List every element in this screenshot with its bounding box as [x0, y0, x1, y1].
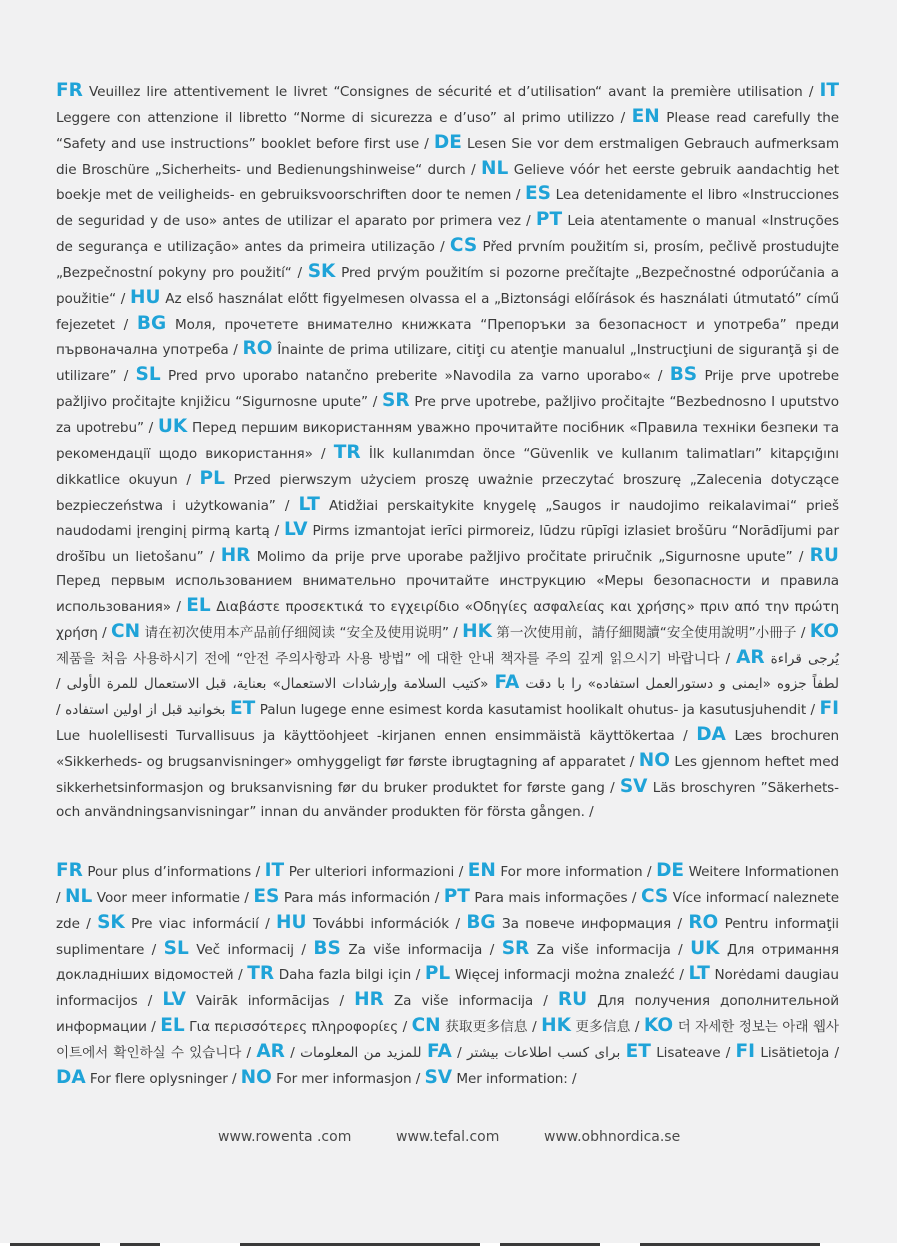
info-text-ko: 더 자세한 정보는 아래 웹사이트에서 확인하실 수 있습니다 /	[56, 1019, 839, 1061]
safety-lang-code-cn: CN	[111, 620, 141, 642]
info-lang-code-sl: SL	[163, 937, 189, 959]
safety-lang-code-ko: KO	[809, 620, 839, 642]
safety-lang-code-ro: RO	[242, 338, 273, 360]
info-text-es: Para más información /	[283, 889, 440, 906]
website-rowenta-link[interactable]: www.rowenta .com	[218, 1129, 352, 1145]
safety-lang-code-nl: NL	[481, 157, 509, 179]
info-text-ar: للمزيد من المعلومات /	[290, 1044, 422, 1061]
info-lang-code-es: ES	[253, 885, 280, 907]
safety-text-hu: Az első használat előtt figyelmesen olvassa el a „Biztonsági előírások és használati útmutató” című fejezetet /	[56, 290, 840, 333]
safety-text-fr: Veuillez lire attentivement le livret “Consignes de sécurité et d’utilisation“ avant la première utilisation /	[89, 84, 814, 100]
safety-text-da: Læs brochuren «Sikkerheds- og brugsanvisninger» omhyggeligt før første ibrugtagning af apparatet /	[56, 728, 839, 770]
safety-lang-code-es: ES	[525, 183, 551, 205]
info-lang-code-ko: KO	[643, 1015, 674, 1037]
info-text-cs: Více informací naleznete zde /	[56, 889, 839, 932]
safety-text-no: Les gjennom heftet med sikkerhetsinformasjon og bruksanvisning før du bruker produktet for første gang /	[56, 753, 839, 796]
safety-text-de: Lesen Sie vor dem erstmaligen Gebrauch aufmerksam die Broschüre „Sicherheits- und Bedienungshinweise“ durch /	[56, 135, 839, 178]
info-lang-code-et: ET	[625, 1040, 651, 1062]
info-text-bg: За повече информация /	[501, 915, 682, 932]
safety-lang-code-tr: TR	[333, 441, 361, 463]
info-text-pl: Więcej informacji można znaleźć /	[454, 967, 684, 984]
safety-lang-code-uk: UK	[157, 415, 188, 437]
safety-instructions-paragraph	[56, 79, 839, 824]
safety-lang-code-ru: RU	[809, 545, 839, 567]
safety-lang-code-de: DE	[433, 131, 462, 153]
info-lang-code-fi: FI	[735, 1040, 756, 1062]
safety-text-hk: 第一次使用前，請仔細閱讀“安全使用說明”小冊子 /	[496, 624, 806, 641]
info-lang-code-tr: TR	[247, 963, 275, 985]
info-text-el: Για περισσότερες πληροφορίες /	[189, 1019, 408, 1036]
safety-lang-code-hr: HR	[220, 545, 251, 567]
safety-lang-code-fa: FA	[494, 672, 520, 694]
info-text-sv: Mer information: /	[456, 1070, 577, 1087]
info-lang-code-bs: BS	[313, 937, 341, 959]
info-text-lv: Vairāk informācijas /	[196, 993, 344, 1010]
info-lang-code-hr: HR	[354, 989, 384, 1011]
safety-text-sv: Läs broschyren ”Säkerhets- och användningsanvisningar” innan du använder produkten för första gången. /	[56, 779, 839, 820]
info-lang-code-en: EN	[467, 860, 496, 881]
info-text-de: Weitere Informationen /	[56, 864, 839, 906]
safety-lang-code-bg: BG	[136, 312, 167, 334]
safety-text-et: Palun lugege enne esimest korda kasutamist hoolikalt ohutus- ja kasutusjuhendit /	[259, 702, 815, 719]
info-text-da: For flere oplysninger /	[89, 1070, 237, 1087]
info-text-cn: 获取更多信息 /	[445, 1019, 537, 1036]
safety-text-fi: Lue huolellisesti Turvallisuus ja käyttöohjeet -kirjanen ennen ensimmäistä käyttökertaa /	[56, 728, 688, 745]
info-lang-code-de: DE	[656, 860, 685, 881]
safety-lang-code-lt: LT	[298, 493, 320, 515]
safety-lang-code-fi: FI	[819, 698, 839, 720]
info-lang-code-pt: PT	[443, 885, 470, 907]
safety-lang-code-el: EL	[186, 594, 211, 616]
safety-lang-code-ar: AR	[736, 646, 765, 668]
safety-lang-code-cs: CS	[449, 235, 478, 257]
safety-text-bs: Prije prve upotrebe pažljivo pročitajte knjižicu “Sigurnosne upute” /	[56, 368, 839, 411]
info-lang-code-ro: RO	[688, 911, 719, 933]
info-text-en: For more information /	[500, 864, 652, 880]
safety-text-sl: Pred prvo uporabo natančno preberite »Navodila za varno uporabo« /	[167, 368, 663, 385]
info-lang-code-nl: NL	[65, 885, 93, 907]
safety-text-lt: Atidžiai perskaitykite knygelę „Saugos ir naudojimo reikalavimai“ prieš naudodami įrenginį pirmą kartą /	[56, 497, 839, 540]
info-lang-code-bg: BG	[466, 911, 496, 933]
safety-text-hr: Molimo da prije prve uporabe pažljivo pročitate priručnik „Sigurnosne upute” /	[256, 549, 804, 566]
safety-text-ar: يُرجى قراءة «كتيب السلامة وإرشادات الاستعمال» بعناية، قبل الاستعمال للمرة الأولى /	[56, 650, 839, 693]
safety-text-fa: لطفاً جزوه «ایمنی و دستورالعمل استفاده» را با دقت بخوانید قبل از اولین استفاده /	[56, 676, 839, 719]
safety-text-ko: 제품을 처음 사용하시기 전에 “안전 주의사항과 사용 방법” 에 대한 안내 책자를 주의 깊게 읽으시기 바랍니다 /	[56, 650, 731, 667]
info-lang-code-ru: RU	[557, 989, 588, 1011]
info-lang-code-lv: LV	[162, 989, 186, 1011]
safety-lang-code-pl: PL	[199, 467, 225, 489]
safety-lang-code-en: EN	[631, 105, 660, 127]
info-lang-code-sv: SV	[424, 1066, 453, 1088]
info-text-ro: Pentru informaţii suplimentare /	[56, 915, 839, 958]
safety-lang-code-fr: FR	[56, 80, 83, 101]
safety-text-cs: Před prvním použitím si, prosím, pečlivě prostudujte „Bezpečnostní pokyny pro použití“ /	[56, 239, 839, 281]
info-text-it: Per ulteriori informazioni /	[288, 864, 464, 880]
info-lang-code-fr: FR	[56, 860, 83, 881]
info-text-fi: Lisätietoja /	[760, 1044, 840, 1061]
info-text-ru: Для получения дополнительной информации /	[56, 993, 839, 1036]
info-lang-code-it: IT	[264, 860, 285, 881]
info-text-nl: Voor meer informatie /	[96, 889, 249, 906]
info-lang-code-lt: LT	[688, 963, 710, 985]
info-lang-code-cn: CN	[411, 1015, 441, 1037]
safety-lang-code-bs: BS	[669, 364, 698, 386]
info-lang-code-uk: UK	[690, 937, 720, 959]
safety-lang-code-hk: HK	[462, 620, 492, 642]
website-obhnordica-link[interactable]: www.obhnordica.se	[544, 1129, 681, 1145]
info-lang-code-sr: SR	[501, 937, 530, 959]
info-text-hk: 更多信息 /	[575, 1019, 640, 1036]
safety-lang-code-lv: LV	[284, 519, 308, 541]
safety-text-ro: Înainte de prima utilizare, citiţi cu atenţie manualul „Instrucţiuni de siguranţă şi de utilizare” /	[56, 342, 839, 385]
info-text-sl: Več informacij /	[196, 941, 306, 958]
info-text-fr: Pour plus d’informations /	[87, 864, 261, 880]
safety-text-tr: İlk kullanımdan önce “Güvenlik ve kullanım talimatları” kitapçığını dikkatlice okuyun /	[56, 445, 839, 488]
info-lang-code-pl: PL	[424, 963, 451, 985]
safety-lang-code-hu: HU	[130, 286, 161, 308]
info-text-lt: Norėdami daugiau informacijos /	[56, 967, 839, 1010]
safety-text-bg: Моля, прочетете внимателно книжката “Препоръки за безопасност и употреба” преди първоначална употреба /	[56, 316, 839, 359]
safety-lang-code-da: DA	[696, 724, 726, 746]
website-tefal-link[interactable]: www.tefal.com	[396, 1129, 500, 1145]
safety-text-es: Lea detenidamente el libro «Instrucciones de seguridad y de uso» antes de utilizar el aparato por primera vez /	[56, 187, 839, 230]
info-text-sr: Za više informacija /	[536, 941, 683, 958]
info-lang-code-el: EL	[160, 1015, 185, 1037]
safety-text-it: Leggere con attenzione il libretto “Norme di sicurezza e d’uso” al primo utilizzo /	[56, 109, 626, 126]
safety-lang-code-sv: SV	[619, 775, 648, 797]
info-text-pt: Para mais informações /	[474, 889, 637, 906]
safety-text-ru: Перед первым использованием внимательно прочитайте инструкцию «Меры безопасности и правила использования» /	[56, 573, 839, 615]
info-lang-code-hu: HU	[276, 911, 307, 933]
safety-lang-code-sr: SR	[382, 390, 410, 412]
info-text-no: For mer informasjon /	[276, 1070, 421, 1087]
info-text-sk: Pre viac informácií /	[131, 915, 270, 932]
safety-lang-code-et: ET	[230, 698, 256, 720]
info-lang-code-ar: AR	[256, 1040, 285, 1062]
info-text-uk: Для отримання докладніших відомостей /	[56, 941, 839, 984]
info-text-hr: Za više informacija /	[393, 993, 548, 1010]
safety-text-sk: Pred prvým použitím si pozorne prečítajte „Bezpečnostné odporúčania a použitie“ /	[56, 264, 839, 307]
info-lang-code-cs: CS	[640, 885, 669, 907]
safety-lang-code-sk: SK	[307, 260, 336, 282]
info-text-et: Lisateave /	[656, 1044, 731, 1061]
more-information-paragraph	[56, 859, 839, 1092]
safety-text-sr: Pre prve upotrebe, pažljivo pročitajte “Bezbednosno I uputstvo za upotrebu” /	[56, 394, 839, 436]
safety-text-uk: Перед першим використанням уважно прочитайте посібник «Правила техніки безпеки та рекомендації щодо використання» /	[56, 419, 839, 462]
info-lang-code-no: NO	[240, 1066, 272, 1088]
info-text-fa: برای کسب اطلاعات بیشتر /	[457, 1044, 621, 1061]
info-text-tr: Daha fazla bilgi için /	[278, 967, 421, 984]
safety-lang-code-pt: PT	[535, 209, 563, 231]
safety-lang-code-no: NO	[638, 749, 670, 771]
safety-lang-code-it: IT	[819, 80, 839, 101]
safety-text-lv: Pirms izmantojat ierīci pirmoreiz, lūdzu rūpīgi izlasiet brošūru “Norādījumi par drošību un lietošanu” /	[56, 523, 839, 566]
safety-text-en: Please read carefully the “Safety and use instructions” booklet before first use /	[56, 109, 839, 152]
info-lang-code-sk: SK	[97, 911, 125, 933]
safety-text-el: Διαβάστε προσεκτικά το εγχειρίδιο «Οδηγίες ασφαλείας και χρήσης» πριν από την πρώτη χρήση /	[56, 598, 839, 641]
info-text-bs: Za više informacija /	[348, 941, 495, 958]
safety-text-cn: 请在初次使用本产品前仔细阅读 “安全及使用说明” /	[144, 624, 458, 641]
safety-text-pt: Leia atentamente o manual «Instruções de segurança e utilização» antes da primeira utilização /	[56, 213, 839, 256]
info-lang-code-da: DA	[56, 1066, 86, 1088]
info-lang-code-fa: FA	[426, 1040, 452, 1062]
safety-text-nl: Gelieve vóór het eerste gebruik aandachtig het boekje met de veiligheids- en gebruiksvoorschriften door te nemen /	[56, 161, 840, 204]
safety-lang-code-sl: SL	[135, 364, 161, 386]
bottom-edge-strip	[0, 1243, 897, 1248]
info-text-hu: További információk /	[312, 915, 460, 932]
safety-text-pl: Przed pierwszym użyciem proszę uważnie przeczytać broszurę „Zalecenia dotyczące bezpieczeństwa i użytkowania” /	[56, 471, 839, 514]
info-lang-code-hk: HK	[541, 1015, 571, 1037]
